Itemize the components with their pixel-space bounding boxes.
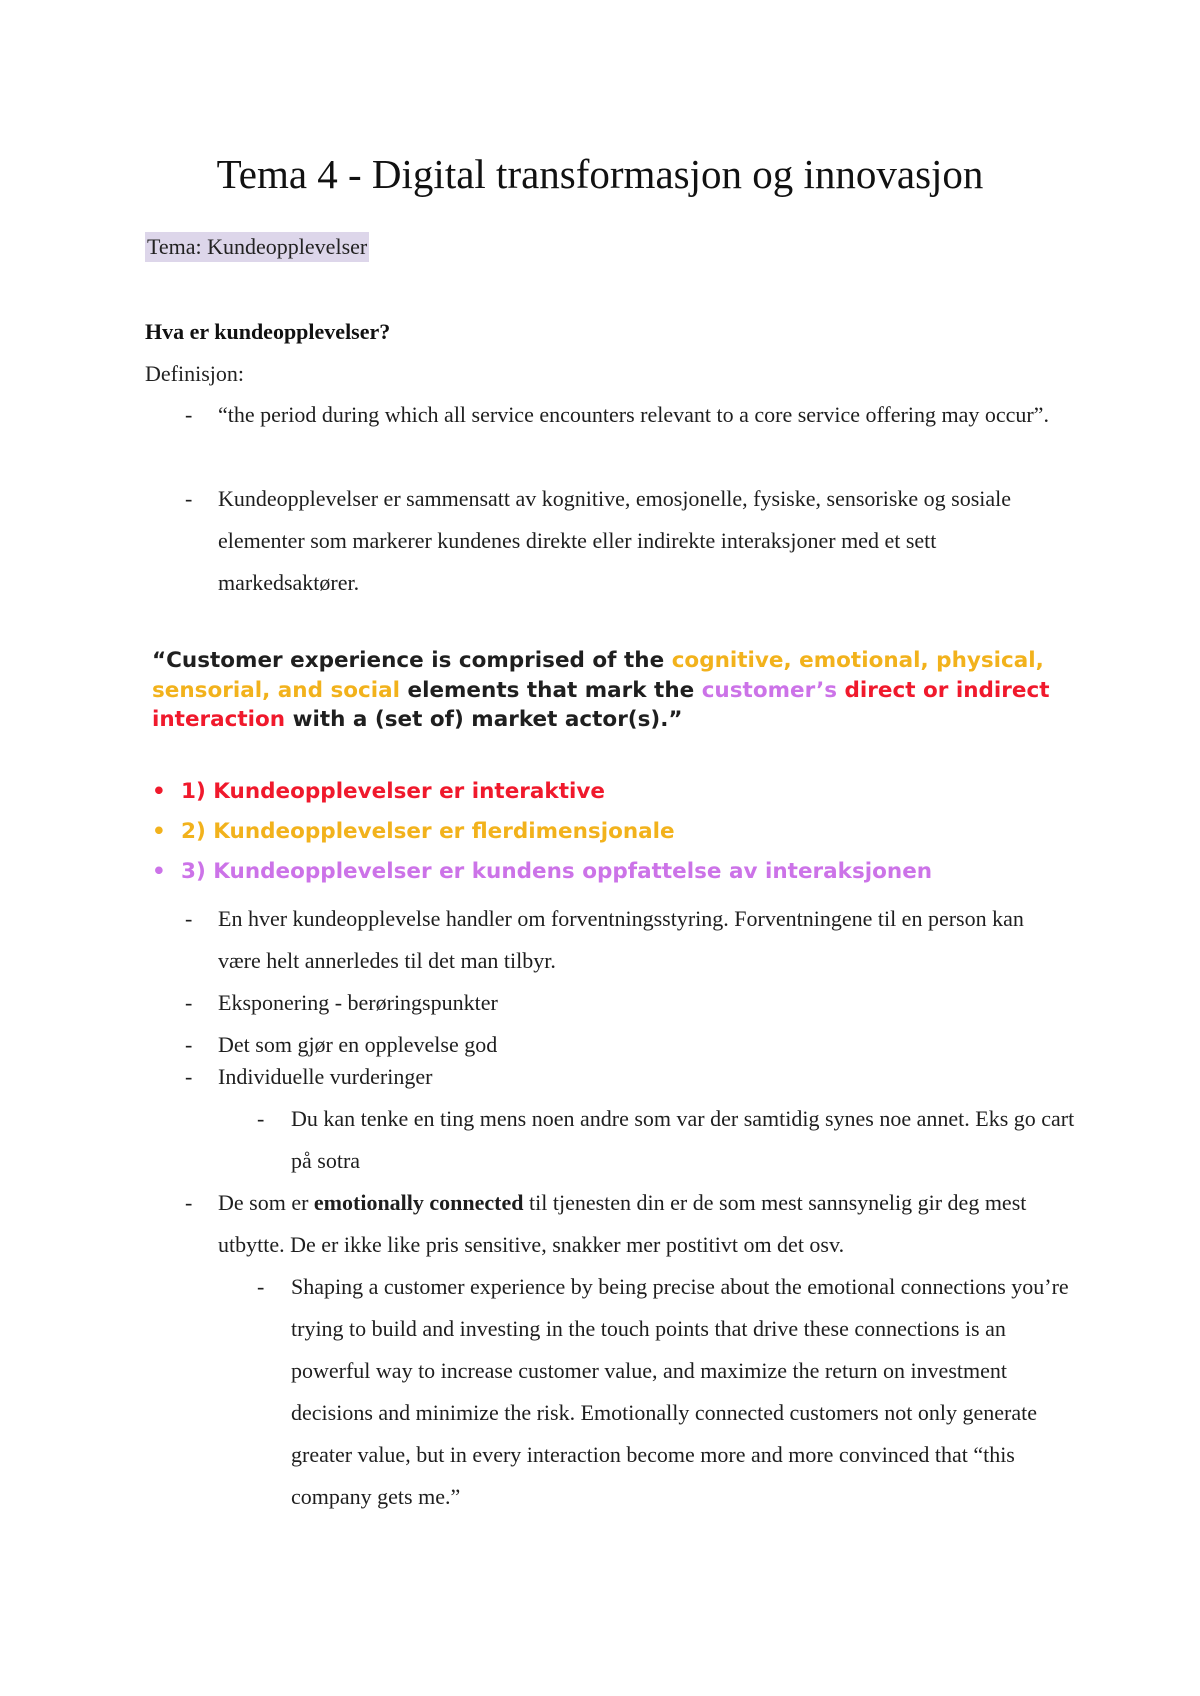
- note-item: [185, 982, 1065, 1024]
- sub-note-text: Shaping a customer experience by being precise about the emotional connections you’re trying to build and investing in the touch points that drive these connections is an powerful way to increase customer value, and maximize the return on investment decisions and minimize the risk. Emotionally connected customers not only generate greater value, but in every interaction become more and more convinced that “this company gets me.”: [291, 1274, 1069, 1509]
- key-point-text: 3) Kundeopplevelser er kundens oppfattelse av interaksjonen: [181, 859, 933, 884]
- quote-text: with a (set of) market actor(s).”: [285, 707, 683, 732]
- quote-highlight-interaction: direct or indirect interaction: [152, 677, 1050, 732]
- key-point-text: 1) Kundeopplevelser er interaktive: [181, 779, 605, 804]
- dash-marker: -: [185, 1064, 193, 1089]
- note-text-part: til tjenesten din er de som mest sannsynelig gir deg mest utbytte. De er ikke like pris sensitive, snakker mer postitivt om det osv.: [218, 1190, 1027, 1257]
- dash-marker: -: [185, 486, 193, 511]
- key-point: [152, 772, 1072, 812]
- definition-label: Definisjon:: [145, 361, 244, 386]
- theme-label-highlighted: Tema: Kundeopplevelser: [145, 232, 369, 262]
- note-item: [185, 1182, 1065, 1266]
- key-points-list: [152, 772, 1072, 892]
- definition-item: [185, 478, 1065, 604]
- note-text: [218, 1182, 1065, 1266]
- note-text: Individuelle vurderinger: [218, 1064, 433, 1089]
- note-item: [185, 1056, 1065, 1098]
- quote-highlight-elements: cognitive, emotional, physical, sensorial, and social: [152, 648, 1044, 703]
- bullet-dot: •: [152, 779, 166, 804]
- key-point: [152, 812, 1072, 852]
- note-text: Det som gjør en opplevelse god: [218, 1032, 498, 1057]
- document-title: Tema 4 - Digital transformasjon og innovasjon: [216, 151, 984, 197]
- definition-item-text: Kundeopplevelser er sammensatt av kognitive, emosjonelle, fysiske, sensoriske og sosiale elementer som markerer kundenes direkte eller indirekte interaksjoner med et sett markedsaktører.: [218, 486, 1012, 595]
- customer-experience-quote: [152, 646, 1072, 735]
- quote-text: [837, 678, 845, 703]
- bullet-dot: •: [152, 859, 166, 884]
- note-text-bold: emotionally connected: [313, 1190, 524, 1215]
- sub-note-item: [257, 1098, 1077, 1182]
- dash-marker: -: [185, 1190, 193, 1215]
- dash-marker: -: [257, 1274, 265, 1299]
- note-text: Eksponering - berøringspunkter: [218, 990, 498, 1015]
- dash-marker: -: [185, 906, 193, 931]
- key-point: [152, 852, 1072, 892]
- definition-item-text: “the period during which all service encounters relevant to a core service offering may occur”.: [218, 402, 1049, 427]
- quote-highlight-customer: customer’s: [701, 677, 838, 703]
- bullet-dot: •: [152, 819, 166, 844]
- note-text: En hver kundeopplevelse handler om forventningsstyring. Forventningene til en person kan være helt annerledes til det man tilbyr.: [218, 906, 1024, 973]
- dash-marker: -: [257, 1106, 265, 1131]
- dash-marker: -: [185, 402, 193, 427]
- note-text-part: De som er: [218, 1190, 314, 1215]
- dash-marker: -: [185, 990, 193, 1015]
- dash-marker: -: [185, 1032, 193, 1057]
- quote-text: elements that mark the: [400, 677, 702, 703]
- quote-text: “Customer experience is comprised of the: [152, 648, 672, 673]
- sub-note-text: Du kan tenke en ting mens noen andre som var der samtidig synes noe annet. Eks go cart på sotra: [291, 1106, 1075, 1173]
- section-heading: Hva er kundeopplevelser?: [145, 319, 391, 344]
- key-point-text: 2) Kundeopplevelser er flerdimensjonale: [181, 819, 675, 844]
- definition-item: [185, 394, 1065, 436]
- sub-note-item: [257, 1266, 1077, 1518]
- note-item: [185, 898, 1065, 982]
